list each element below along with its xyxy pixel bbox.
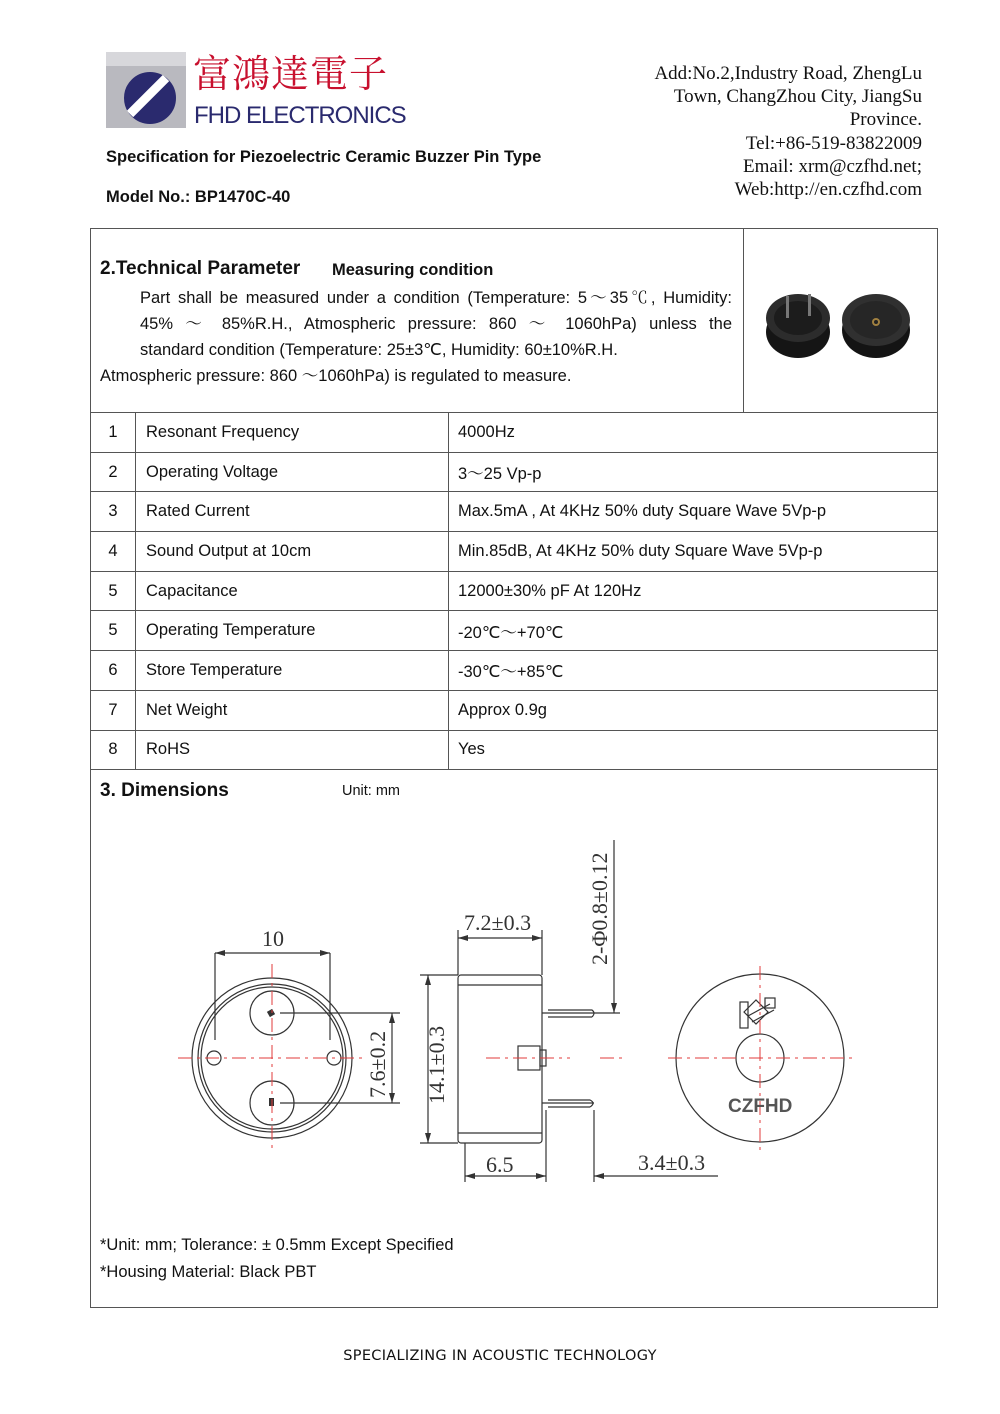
brand-marking: CZFHD [728,1096,793,1117]
param-value: Min.85dB, At 4KHz 50% duty Square Wave 5Vp-p [449,532,938,572]
row-index: 7 [91,690,136,730]
dim-label-depth: 7.2±0.3 [464,910,532,935]
email-line: Email: xrm@czfhd.net; [743,155,922,177]
param-name: Operating Voltage [136,452,449,492]
row-index: 5 [91,611,136,651]
para-line: Part shall be measured under a condition (Temperature: 5～35℃, Humidity: [140,289,732,307]
para-line: 45% ～ 85%R.H., Atmospheric pressure: 860 ～ 1060hPa) unless the [140,315,732,333]
param-name: Rated Current [136,492,449,532]
address-line: Add:No.2,Industry Road, ZhengLu [654,63,922,84]
row-index: 8 [91,730,136,770]
web-line: Web:http://en.czfhd.com [734,179,922,201]
param-name: Store Temperature [136,651,449,691]
dim-label-pin-offset: 3.4±0.3 [638,1150,706,1175]
model-number: Model No.: BP1470C-40 [106,188,291,206]
section-title-dimensions: 3. Dimensions [100,780,229,801]
row-index: 5 [91,571,136,611]
param-name: RoHS [136,730,449,770]
row-index: 6 [91,651,136,691]
row-index: 1 [91,413,136,453]
footer-slogan: SPECIALIZING IN ACOUSTIC TECHNOLOGY [343,1348,657,1364]
spec-title: Specification for Piezoelectric Ceramic Buzzer Pin Type [106,148,542,166]
param-value: -30℃～+85℃ [449,651,938,691]
param-name: Net Weight [136,690,449,730]
dimensions-unit: Unit: mm [342,783,400,799]
param-name: Operating Temperature [136,611,449,651]
para-line: standard condition (Temperature: 25±3℃, Humidity: 60±10%R.H. [140,341,618,359]
dim-label-pin-length: 6.5 [486,1152,514,1177]
note-tolerance: *Unit: mm; Tolerance: ± 0.5mm Except Specified [100,1236,454,1254]
section-title-technical: 2.Technical Parameter [100,258,301,279]
param-value: Max.5mA , At 4KHz 50% duty Square Wave 5Vp-p [449,492,938,532]
dim-label-pin-diameter: 2-Φ0.8±0.12 [587,852,612,965]
dim-label-width: 10 [262,926,284,951]
phone-line: Tel:+86-519-83822009 [745,132,922,154]
address-line: Province. [849,109,922,131]
logo-english-name: FHD ELECTRONICS [194,102,406,129]
param-value: 12000±30% pF At 120Hz [449,571,938,611]
logo-chinese-name: 富鴻達電子 [193,52,389,96]
dim-label-diameter: 14.1±0.3 [424,1025,449,1104]
param-value: Yes [449,730,938,770]
row-index: 2 [91,452,136,492]
param-name: Resonant Frequency [136,413,449,453]
param-value: 4000Hz [449,413,938,453]
param-value: 3～25 Vp-p [449,452,938,492]
measuring-condition-label: Measuring condition [332,261,494,279]
row-index: 3 [91,492,136,532]
para-line: Atmospheric pressure: 860 ～1060hPa) is regulated to measure. [100,367,572,385]
param-value: -20℃～+70℃ [449,611,938,651]
note-material: *Housing Material: Black PBT [100,1263,317,1281]
dim-label-pin-spacing: 7.6±0.2 [365,1030,390,1098]
row-index: 4 [91,532,136,572]
address-line: Town, ChangZhou City, JiangSu [673,86,922,108]
param-name: Sound Output at 10cm [136,532,449,572]
param-value: Approx 0.9g [449,690,938,730]
param-name: Capacitance [136,571,449,611]
